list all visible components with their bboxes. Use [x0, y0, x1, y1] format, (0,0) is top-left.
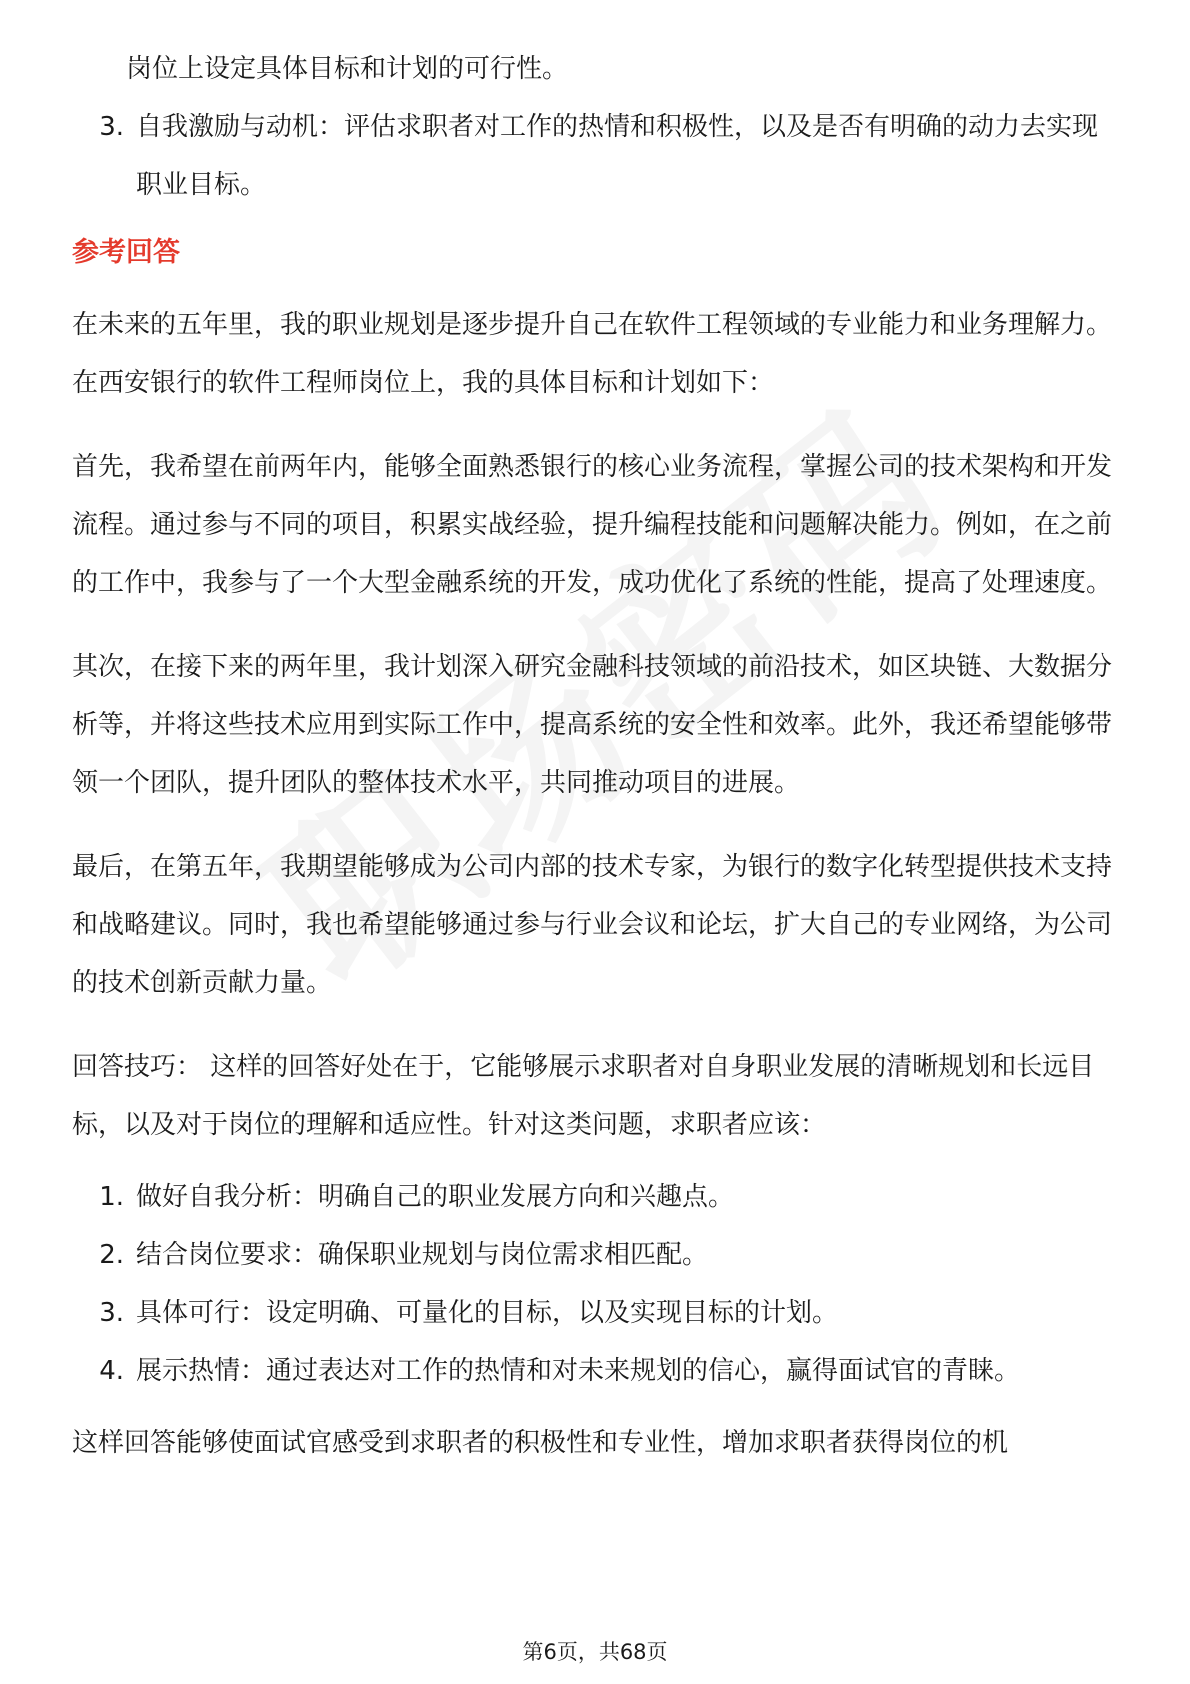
- page-footer: 第6页，共68页: [522, 1640, 668, 1664]
- tip-item: [72, 1342, 1122, 1400]
- list-text: 自我激励与动机：评估求职者对工作的热情和积极性，以及是否有明确的动力去实现职业目标。: [136, 112, 1099, 200]
- tip-text: 做好自我分析：明确自己的职业发展方向和兴趣点。: [136, 1182, 735, 1212]
- tip-item: [72, 1168, 1122, 1226]
- paragraph-first: 首先，我希望在前两年内，能够全面熟悉银行的核心业务流程，掌握公司的技术架构和开发流程。通过参与不同的项目，积累实战经验，提升编程技能和问题解决能力。例如，在之前的工作中，我参与了一个大型金融系统的开发，成功优化了系统的性能，提高了处理速度。: [72, 452, 1113, 598]
- closing-paragraph: 这样回答能够使面试官感受到求职者的积极性和专业性，增加求职者获得岗位的机: [72, 1428, 1009, 1458]
- tip-text: 具体可行：设定明确、可量化的目标，以及实现目标的计划。: [136, 1298, 839, 1328]
- page-content: [72, 40, 1122, 1472]
- tip-item: [72, 1284, 1122, 1342]
- tip-item: [72, 1226, 1122, 1284]
- paragraph-intro: 在未来的五年里，我的职业规划是逐步提升自己在软件工程领域的专业能力和业务理解力。在西安银行的软件工程师岗位上，我的具体目标和计划如下：: [72, 310, 1113, 398]
- tip-text: 结合岗位要求：确保职业规划与岗位需求相匹配。: [136, 1240, 709, 1270]
- tip-number: 4.: [99, 1356, 124, 1386]
- tips-intro: 回答技巧： 这样的回答好处在于，它能够展示求职者对自身职业发展的清晰规划和长远目标，以及对于岗位的理解和适应性。针对这类问题，求职者应该：: [72, 1052, 1095, 1140]
- tip-text: 展示热情：通过表达对工作的热情和对未来规划的信心，赢得面试官的青睐。: [136, 1356, 1021, 1386]
- section-heading: 参考回答: [72, 237, 180, 268]
- tip-number: 1.: [99, 1182, 124, 1212]
- list-continuation: 岗位上设定具体目标和计划的可行性。: [126, 54, 569, 84]
- list-item: [72, 98, 1122, 214]
- tip-number: 2.: [99, 1240, 124, 1270]
- tip-number: 3.: [99, 1298, 124, 1328]
- paragraph-second: 其次，在接下来的两年里，我计划深入研究金融科技领域的前沿技术，如区块链、大数据分析等，并将这些技术应用到实际工作中，提高系统的安全性和效率。此外，我还希望能够带领一个团队，提升团队的整体技术水平，共同推动项目的进展。: [72, 652, 1113, 798]
- paragraph-last: 最后，在第五年，我期望能够成为公司内部的技术专家，为银行的数字化转型提供技术支持和战略建议。同时，我也希望能够通过参与行业会议和论坛，扩大自己的专业网络，为公司的技术创新贡献力量。: [72, 852, 1113, 998]
- list-number: 3.: [99, 112, 124, 142]
